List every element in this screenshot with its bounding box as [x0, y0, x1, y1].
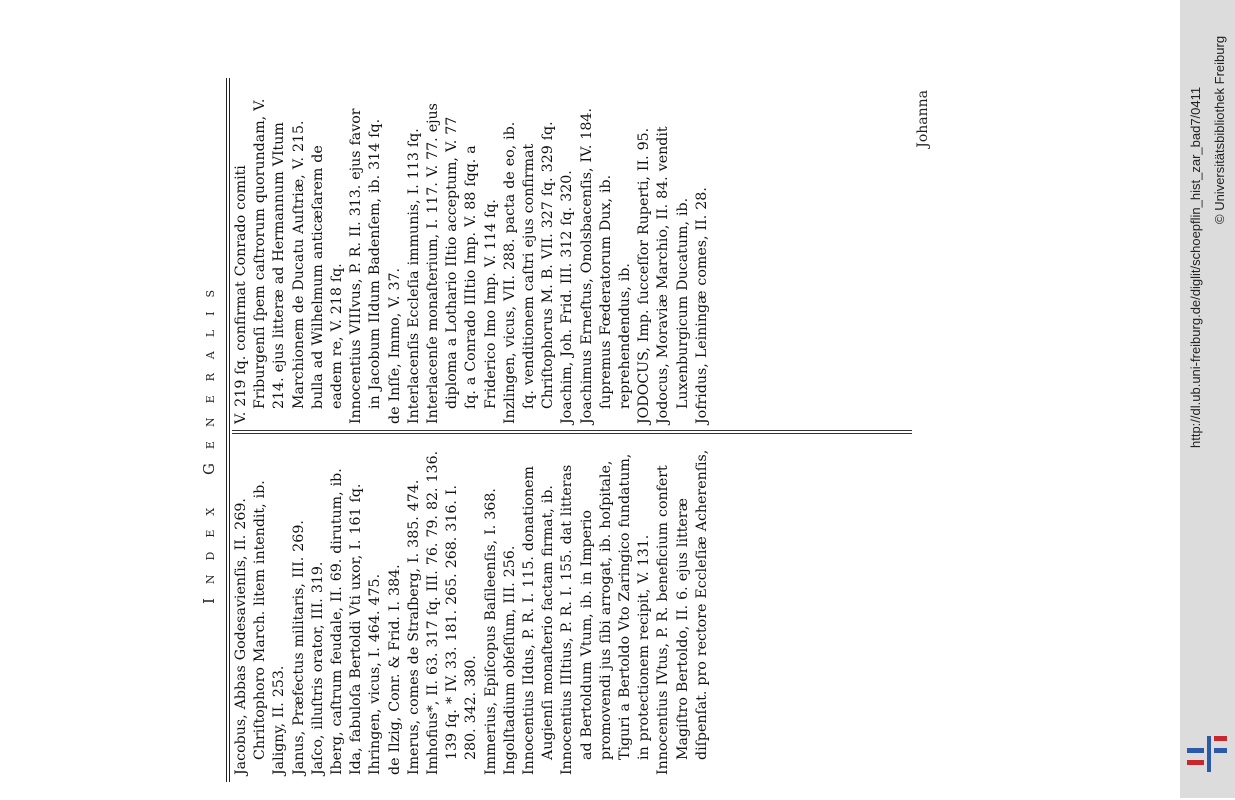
header-rule — [229, 78, 230, 782]
index-column-left — [232, 449, 712, 775]
index-entry: Joachim, Joh. Frid. III. 312 ſq. 320. — [559, 170, 576, 424]
index-entry: Jaligny, II. 253. — [271, 665, 288, 775]
index-entry: Ida, fabuloſa Bertoldi Vti uxor, I. 161 ſq. — [348, 483, 365, 775]
index-entry: Innocentius IVtus, P. R. beneficium confert Magiſtro Bertoldo, II. 6. ejus litteræ diſpenſat. pro rectore Eccleſiæ Acherenſis, — [655, 449, 710, 775]
index-entry: Imhofius*, II. 63. 317 ſq. III. 76. 79. 82. 136. 139 ſq. * IV. 33. 181. 265. 268. 316. I. 280. 342. 380. — [425, 450, 480, 775]
index-entry: Ingolſtadium obſeſſum, III. 256. — [501, 545, 518, 775]
scanned-page — [170, 80, 1230, 800]
index-entry: Innocentius IIdus, P. R. I. 115. donationem Augienſi monaſterio factam firmat, ib. — [521, 466, 557, 775]
index-entry: V. 219 ſq. confirmat Conrado comiti Friburgenſi ſpem caſtrorum quorundam, V. 214. ejus litteræ ad Hermannum VItum Marchionem de Ducatu Auſtriæ, V. 215. bulla ad Wilhelmum anticæſarem de eadem re, V. 218 ſq. — [233, 98, 346, 424]
index-entry: Ihringen, vicus, I. 464. 475. — [367, 573, 384, 775]
index-entry: Jaſco, illuſtris orator, III. 319. — [309, 561, 326, 775]
index-entry: JODOCUS, Imp. ſucceſſor Ruperti, II. 95. — [636, 127, 653, 424]
index-entry: Jacobus, Abbas Godesavienſis, II. 269. Chriſtophoro March. litem intendit, ib. — [233, 480, 269, 775]
column-separator — [232, 430, 912, 431]
index-entry: Innocentius VIIIvus, P. R. II. 313. ejus favor in Jacobum IIdum Badenſem, ib. 314 ſq. — [348, 108, 384, 424]
index-entry: Inzlingen, vicus, VII. 288. pacta de eo, ib. ſq. venditionem caſtri ejus confirmat Chriſtophorus M. B. VII. 327 ſq. 329 ſq. — [501, 121, 557, 424]
index-entry: Innocentius IIItius, P. R. I. 155. dat litteras ad Bertoldum Vtum, ib. in Imperio promovendi jus ſibi arrogat, ib. hoſpitale, Tiguri a Bertoldo Vto Zaringico fundatum, in protectionem recipit, V. 131. — [559, 453, 653, 775]
index-entry: Interlacenſis Eccleſia immunis, I. 113 ſq. — [405, 128, 422, 424]
column-separator — [232, 433, 912, 434]
index-entry: Imerus, comes de Straſberg, I. 385. 474. — [405, 479, 422, 775]
header-rule — [226, 78, 227, 782]
index-entry: de Ilzig, Conr. & Frid. I. 384. — [386, 564, 403, 775]
page-title: Index Generalis — [200, 275, 218, 605]
ub-freiburg-logo-icon — [1187, 734, 1229, 774]
index-column-right — [232, 98, 712, 424]
index-entry: Immerius, Epiſcopus Baſileenſis, I. 368. — [482, 488, 499, 775]
copyright-text: © Universitätsbibliothek Freiburg — [1212, 35, 1227, 224]
catchword: Johanna — [915, 90, 931, 148]
index-entry: Jofridus, Leiningæ comes, II. 28. — [693, 187, 710, 424]
index-entry: Janus, Præfectus militaris, III. 269. — [290, 520, 307, 775]
index-entry: Jodocus, Moraviæ Marchio, II. 84. vendit Luxenburgicum Ducatum, ib. — [655, 126, 691, 424]
index-entry: de Inſſe, Immo, V. 37. — [386, 267, 403, 424]
index-entry: Iberg, caſtrum feudale, II. 69. dirutum, ib. — [329, 468, 346, 775]
source-url-text: http://dl.ub.uni-freiburg.de/diglit/schoepflin_hist_zar_bad7/0411 — [1188, 86, 1203, 448]
index-entry: Interlacenſe monaſterium, I. 117. V. 77. ejus diploma a Lothario IItio acceptum, V. 77 ſq. a Conrado IIItio Imp. V. 88 ſqq. a Friderico Imo Imp. V. 114 ſq. — [425, 103, 499, 424]
index-entry: Joachimus Erneſtus, Onolsbacenſis, IV. 184. ſupremus Fœderatorum Dux, ib. reprehendendus, ib. — [578, 108, 634, 424]
